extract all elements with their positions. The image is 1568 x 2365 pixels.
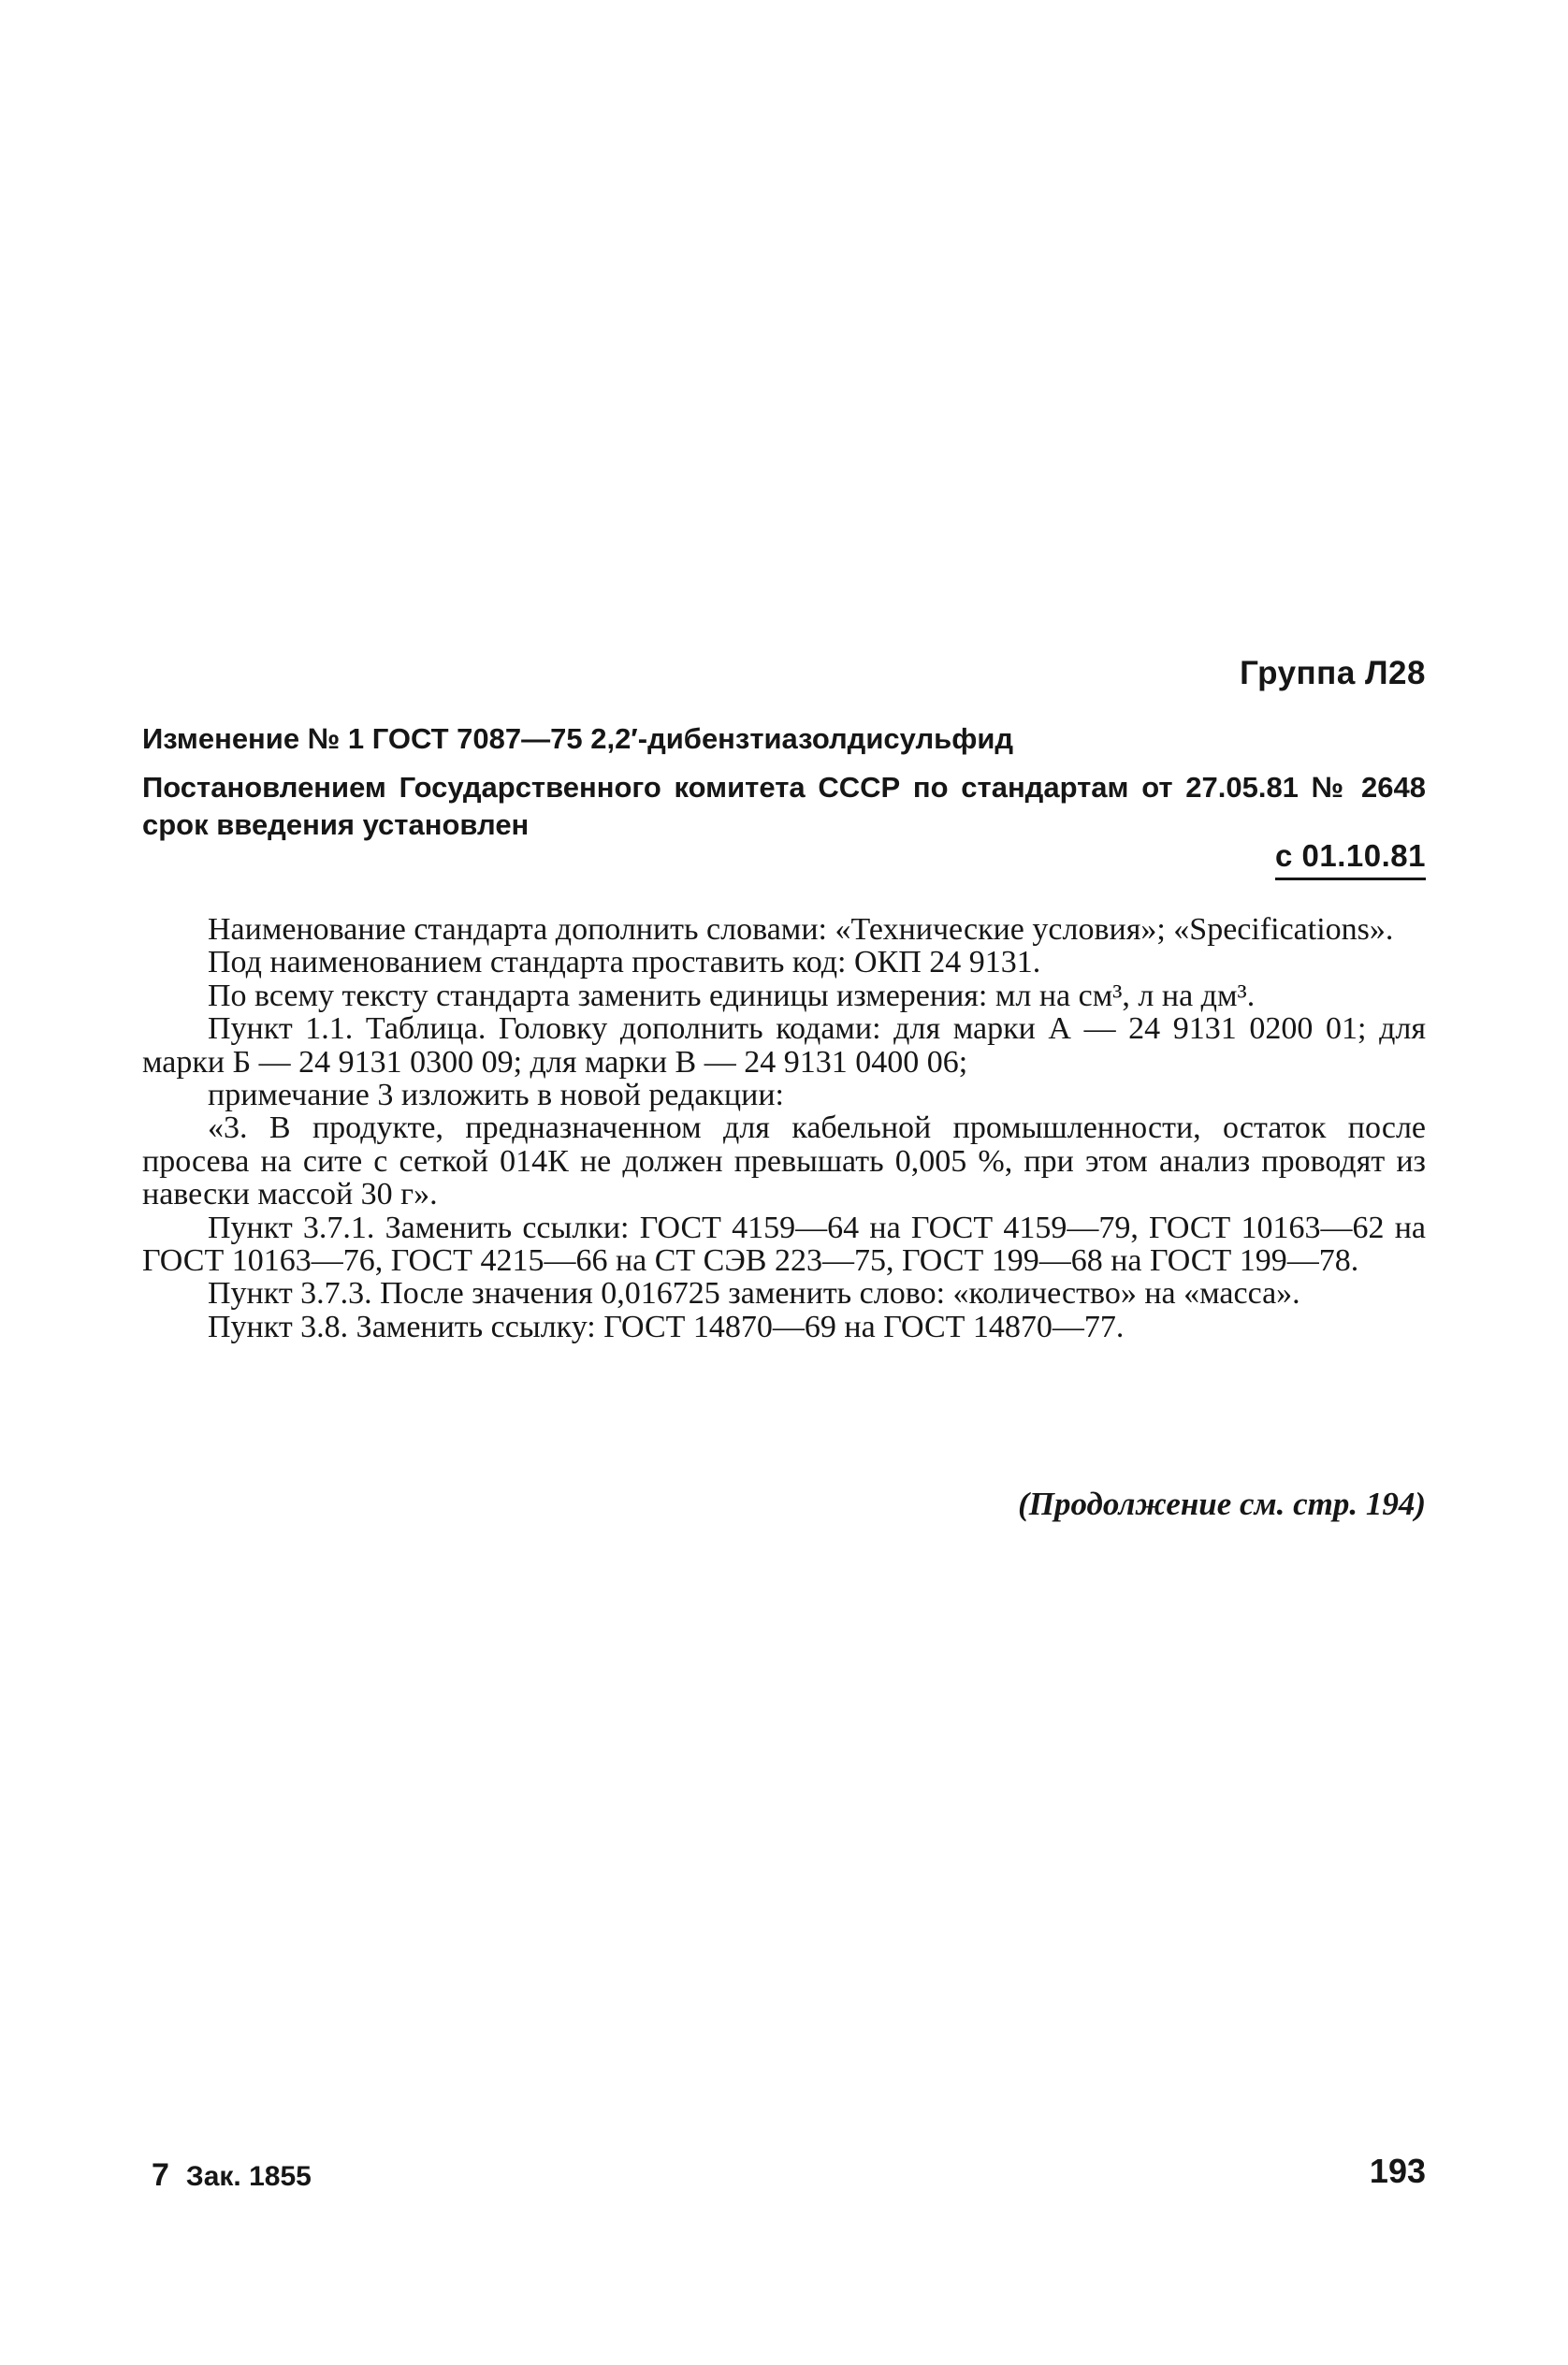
paragraph: Под наименованием стандарта проставить код: ОКП 24 9131. xyxy=(208,945,1041,980)
group-label: Группа Л28 xyxy=(1240,655,1426,691)
page-number: 193 xyxy=(1369,2152,1426,2190)
paragraph: Пункт 3.7.3. После значения 0,016725 заменить слово: «количество» на «масса». xyxy=(208,1276,1300,1312)
decree-statement: Постановлением Государственного комитета СССР по стандартам от 27.05.81 № 2648 срок введения установлен xyxy=(142,771,1426,841)
document-page xyxy=(142,0,1426,2365)
paragraph: Пункт 3.8. Заменить ссылку: ГОСТ 14870—69 на ГОСТ 14870—77. xyxy=(208,1309,1125,1344)
paragraph: Пункт 1.1. Таблица. Головку дополнить кодами: для марки А — 24 9131 0200 01; для марки Б — 24 9131 0300 09; для марки В — 24 9131 0400 06; xyxy=(142,1011,1426,1080)
sheet-number: 7 xyxy=(152,2157,169,2193)
footer-print-info xyxy=(152,2157,312,2194)
amendment-body xyxy=(142,913,1426,1343)
amendment-title: Изменение № 1 ГОСТ 7087—75 2,2′-дибензтиазолдисульфид xyxy=(142,722,1014,755)
paragraph: Пункт 3.7.1. Заменить ссылки: ГОСТ 4159—64 на ГОСТ 4159—79, ГОСТ 10163—62 на ГОСТ 10163—76, ГОСТ 4215—66 на СТ СЭВ 223—75, ГОСТ 199—68 на ГОСТ 199—78. xyxy=(142,1210,1426,1279)
paragraph: По всему тексту стандарта заменить единицы измерения: мл на см³, л на дм³. xyxy=(208,978,1256,1013)
effective-date: с 01.10.81 xyxy=(1275,838,1426,880)
paragraph: примечание 3 изложить в новой редакции: xyxy=(208,1078,784,1113)
paragraph: «3. В продукте, предназначенном для кабельной промышленности, остаток после просева на сите с сеткой 014К не должен превышать 0,005 %, при этом анализ проводят из навески массой 30 г». xyxy=(142,1110,1426,1212)
paragraph: Наименование стандарта дополнить словами: «Технические условия»; «Specifications». xyxy=(208,912,1394,947)
continuation-note: (Продолжение см. стр. 194) xyxy=(1018,1486,1426,1522)
order-number: Зак. 1855 xyxy=(185,2161,312,2192)
